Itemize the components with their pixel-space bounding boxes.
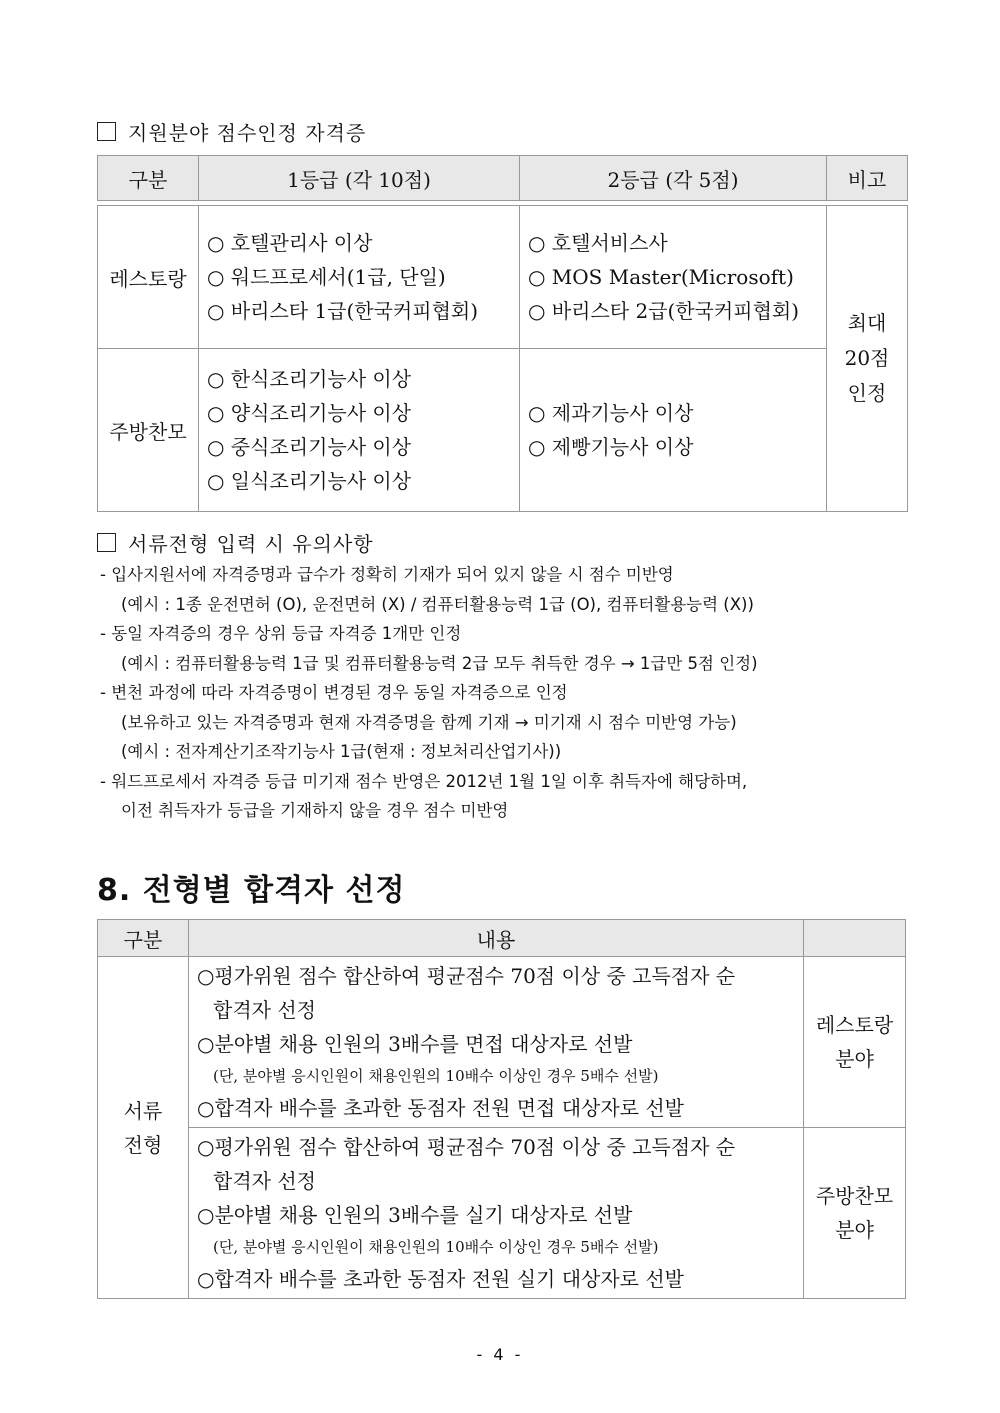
content-cell xyxy=(189,957,804,1128)
category-cell: 주방찬모 xyxy=(98,349,199,512)
grade2-cell xyxy=(520,206,827,349)
header-grade1: 1등급 (각 10점) xyxy=(199,156,520,201)
list-item: ○ 호텔서비스사 xyxy=(528,231,668,255)
content-cell xyxy=(189,1128,804,1299)
section-title: 지원분야 점수인정 자격증 xyxy=(128,121,367,145)
content-line: 합격자 선정 xyxy=(213,1169,316,1193)
list-item: ○ 제빵기능사 이상 xyxy=(528,435,694,459)
field-line: 주방찬모 xyxy=(815,1184,894,1208)
section-title: 서류전형 입력 시 유의사항 xyxy=(128,532,374,556)
note-line: (보유하고 있는 자격증명과 현재 자격증명을 함께 기재 → 미기재 시 점수 미반영 가능) xyxy=(121,712,737,732)
note-line: (예시 : 컴퓨터활용능력 1급 및 컴퓨터활용능력 2급 모두 취득한 경우 → 1급만 5점 인정) xyxy=(121,653,758,673)
checkbox-square-icon xyxy=(97,122,116,141)
note-line: (예시 : 1종 운전면허 (O), 운전면허 (X) / 컴퓨터활용능력 1급 (O), 컴퓨터활용능력 (X)) xyxy=(121,594,754,614)
note-line: - 입사지원서에 자격증명과 급수가 정확히 기재가 되어 있지 않을 시 점수 미반영 xyxy=(100,565,674,584)
field-line: 분야 xyxy=(835,1047,874,1071)
list-item: ○ 바리스타 1급(한국커피협회) xyxy=(207,299,479,323)
list-item: ○ 제과기능사 이상 xyxy=(528,401,694,425)
grade1-cell xyxy=(199,349,520,512)
list-item: ○ 중식조리기능사 이상 xyxy=(207,435,412,459)
header-grade2: 2등급 (각 5점) xyxy=(520,156,827,201)
note-line: (예시 : 전자계산기조작기능사 1급(현재 : 정보처리산업기사)) xyxy=(121,742,562,761)
field-cell xyxy=(804,1128,906,1299)
notes-list xyxy=(100,560,920,826)
table-row xyxy=(98,206,908,349)
grade2-cell xyxy=(520,349,827,512)
field-cell xyxy=(804,957,906,1128)
header-category: 구분 xyxy=(98,156,199,201)
content-line: ○평가위원 점수 합산하여 평균점수 70점 이상 중 고득점자 순 xyxy=(197,964,736,988)
grade1-cell xyxy=(199,206,520,349)
note-line: 이전 취득자가 등급을 기재하지 않을 경우 점수 미반영 xyxy=(121,801,509,820)
list-item: ○ MOS Master(Microsoft) xyxy=(528,265,794,289)
list-item: ○ 호텔관리사 이상 xyxy=(207,231,373,255)
header-category: 구분 xyxy=(98,920,189,957)
category-line: 서류 xyxy=(123,1098,163,1123)
list-item: ○ 양식조리기능사 이상 xyxy=(207,401,412,425)
note-cell xyxy=(827,206,908,512)
content-line: ○분야별 채용 인원의 3배수를 실기 대상자로 선발 xyxy=(197,1203,633,1227)
certificate-table xyxy=(97,155,908,512)
section-heading-notes xyxy=(97,528,374,557)
content-line: ○분야별 채용 인원의 3배수를 면접 대상자로 선발 xyxy=(197,1032,633,1056)
category-cell: 레스토랑 xyxy=(98,206,199,349)
note-line: - 변천 과정에 따라 자격증명이 변경된 경우 동일 자격증으로 인정 xyxy=(100,683,568,702)
table-row xyxy=(98,1128,906,1299)
header-note: 비고 xyxy=(827,156,908,201)
checkbox-square-icon xyxy=(97,533,116,552)
list-item: ○ 한식조리기능사 이상 xyxy=(207,367,412,391)
category-line: 전형 xyxy=(123,1132,163,1157)
section-heading-certificates xyxy=(97,117,366,146)
content-line: ○합격자 배수를 초과한 동점자 전원 실기 대상자로 선발 xyxy=(197,1267,684,1291)
note-line: 최대 xyxy=(847,311,887,335)
content-line: 합격자 선정 xyxy=(213,998,316,1022)
note-line: 20점 xyxy=(844,346,890,370)
page-number: - 4 - xyxy=(476,1345,524,1364)
note-line: 인정 xyxy=(847,381,887,405)
content-line: ○평가위원 점수 합산하여 평균점수 70점 이상 중 고득점자 순 xyxy=(197,1135,736,1159)
field-line: 레스토랑 xyxy=(815,1013,894,1037)
list-item: ○ 일식조리기능사 이상 xyxy=(207,469,412,493)
field-line: 분야 xyxy=(835,1218,874,1242)
section-title-selection: 8. 전형별 합격자 선정 xyxy=(97,873,406,908)
table-row xyxy=(98,349,908,512)
content-subnote: (단, 분야별 응시인원이 채용인원의 10배수 이상인 경우 5배수 선발) xyxy=(213,1067,659,1085)
table-row xyxy=(98,957,906,1128)
note-line: - 워드프로세서 자격증 등급 미기재 점수 반영은 2012년 1월 1일 이후 취득자에 해당하며, xyxy=(100,771,748,791)
note-line: - 동일 자격증의 경우 상위 등급 자격증 1개만 인정 xyxy=(100,624,462,643)
selection-table xyxy=(97,919,906,1299)
header-content: 내용 xyxy=(189,920,804,957)
header-blank xyxy=(804,920,906,957)
list-item: ○ 워드프로세서(1급, 단일) xyxy=(207,265,446,289)
content-line: ○합격자 배수를 초과한 동점자 전원 면접 대상자로 선발 xyxy=(197,1096,684,1120)
category-cell xyxy=(98,957,189,1299)
list-item: ○ 바리스타 2급(한국커피협회) xyxy=(528,299,800,323)
content-subnote: (단, 분야별 응시인원이 채용인원의 10배수 이상인 경우 5배수 선발) xyxy=(213,1238,659,1256)
